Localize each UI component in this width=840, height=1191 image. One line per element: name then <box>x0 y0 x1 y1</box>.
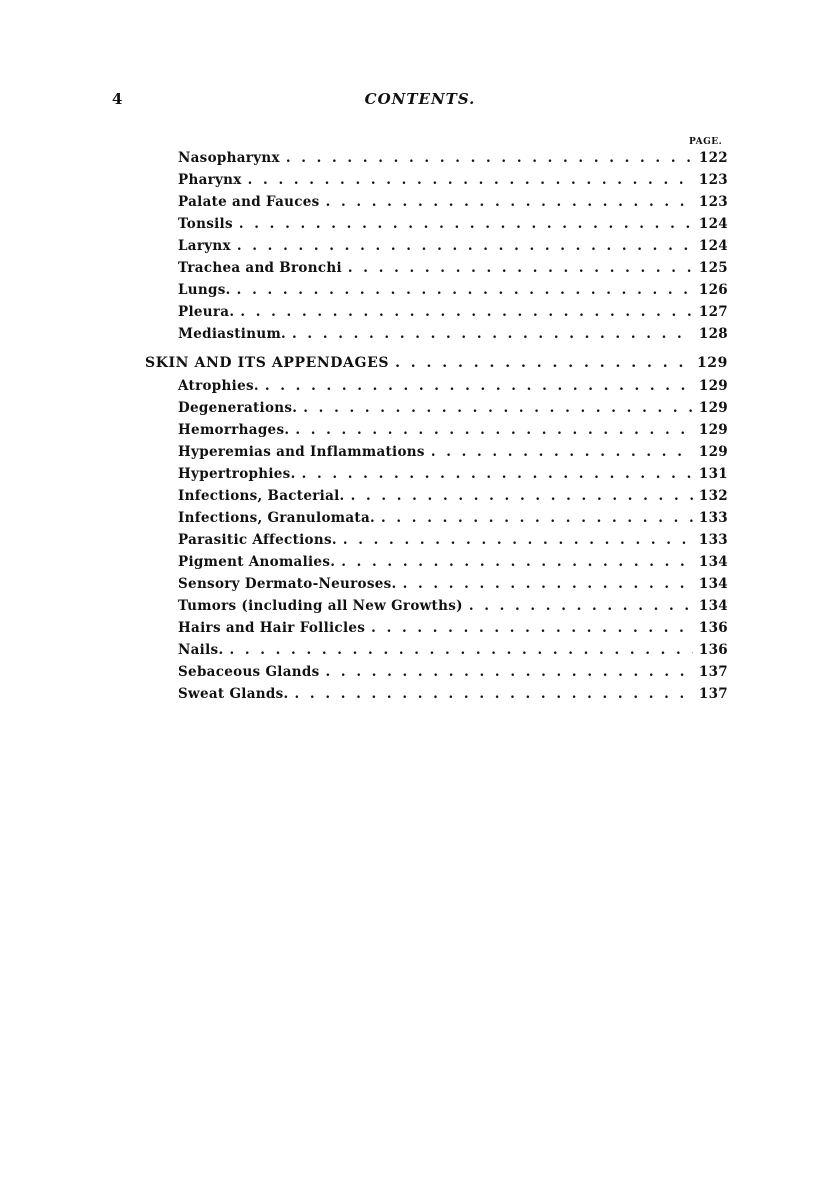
toc-entry-label: Palate and Fauces <box>178 194 320 210</box>
toc-entry-page: 137 <box>698 686 728 702</box>
toc-entry-page: 123 <box>698 172 728 188</box>
toc-entry-page: 137 <box>698 664 728 680</box>
leader-dots <box>348 257 693 279</box>
toc-entry-label: Tonsils <box>178 216 233 232</box>
leader-dots <box>326 191 693 213</box>
toc-entry <box>178 617 728 639</box>
toc-entry <box>178 397 728 419</box>
toc-entry <box>178 169 728 191</box>
toc-section-label: SKIN AND ITS APPENDAGES <box>145 355 390 371</box>
toc-entry <box>178 683 728 705</box>
toc-entry-page: 129 <box>698 400 728 416</box>
toc-entry-label: Lungs. <box>178 282 231 298</box>
toc-entry-page: 133 <box>698 532 728 548</box>
toc-entry <box>178 529 728 551</box>
leader-dots <box>248 169 693 191</box>
toc-entry-page: 131 <box>698 466 728 482</box>
toc-entry-page: 123 <box>698 194 728 210</box>
toc-entry-page: 129 <box>698 378 728 394</box>
leader-dots <box>265 375 693 397</box>
leader-dots <box>395 352 691 374</box>
toc-entry <box>178 661 728 683</box>
toc-entry <box>178 257 728 279</box>
toc-entry-page: 129 <box>698 444 728 460</box>
toc-entry-page: 124 <box>698 216 728 232</box>
page-number: 4 <box>112 90 123 108</box>
toc-entry-label: Infections, Bacterial. <box>178 488 345 504</box>
leader-dots <box>469 595 693 617</box>
toc-entry-label: Sensory Dermato-Neuroses. <box>178 576 397 592</box>
toc-entry <box>178 639 728 661</box>
leader-dots <box>303 397 693 419</box>
toc-section-page: 129 <box>696 355 728 371</box>
toc-entry-label: Trachea and Bronchi <box>178 260 342 276</box>
toc-entry-page: 134 <box>698 598 728 614</box>
toc-entry-label: Sweat Glands. <box>178 686 289 702</box>
toc-entry-label: Sebaceous Glands <box>178 664 320 680</box>
leader-dots <box>295 419 693 441</box>
toc-entry <box>178 595 728 617</box>
toc-entry-label: Pleura. <box>178 304 235 320</box>
toc-entry <box>178 573 728 595</box>
toc-entry-label: Pigment Anomalies. <box>178 554 336 570</box>
toc-entry-label: Hairs and Hair Follicles <box>178 620 366 636</box>
toc-entry-label: Atrophies. <box>178 378 259 394</box>
toc-entry-page: 124 <box>698 238 728 254</box>
leader-dots <box>302 463 693 485</box>
toc-entry-page: 134 <box>698 554 728 570</box>
toc-entry <box>178 323 728 345</box>
toc-entry <box>178 213 728 235</box>
toc-entry-label: Larynx <box>178 238 231 254</box>
toc-entry-page: 136 <box>698 642 728 658</box>
toc-entry-page: 126 <box>698 282 728 298</box>
leader-dots <box>431 441 693 463</box>
toc-entry <box>178 235 728 257</box>
toc-entry-label: Hypertrophies. <box>178 466 296 482</box>
toc-entry-page: 129 <box>698 422 728 438</box>
leader-dots <box>240 301 693 323</box>
leader-dots <box>381 507 693 529</box>
toc-entry <box>178 441 728 463</box>
toc-entry <box>178 147 728 169</box>
toc-entry-page: 134 <box>698 576 728 592</box>
toc-entry-page: 132 <box>698 488 728 504</box>
leader-dots <box>403 573 693 595</box>
leader-dots <box>239 213 693 235</box>
toc-section-heading <box>145 352 728 374</box>
toc-entry-label: Hyperemias and Inflammations <box>178 444 425 460</box>
toc-entry-label: Infections, Granulomata. <box>178 510 375 526</box>
toc-entry <box>178 463 728 485</box>
toc-entry <box>178 485 728 507</box>
leader-dots <box>343 529 693 551</box>
toc-entry <box>178 419 728 441</box>
toc-entry-page: 127 <box>698 304 728 320</box>
toc-entry-label: Hemorrhages. <box>178 422 290 438</box>
toc-entry-page: 125 <box>698 260 728 276</box>
toc-entry-label: Mediastinum. <box>178 326 287 342</box>
page-column-label: PAGE. <box>689 137 723 147</box>
toc-entry-label: Pharynx <box>178 172 242 188</box>
toc-entry-label: Nails. <box>178 642 224 658</box>
leader-dots <box>351 485 693 507</box>
toc-entry <box>178 375 728 397</box>
leader-dots <box>237 279 693 301</box>
leader-dots <box>371 617 693 639</box>
toc-entry-page: 136 <box>698 620 728 636</box>
toc-entry <box>178 507 728 529</box>
leader-dots <box>292 323 693 345</box>
leader-dots <box>229 639 692 661</box>
toc-entry-page: 128 <box>698 326 728 342</box>
toc-entry <box>178 551 728 573</box>
toc-entry-page: 122 <box>698 150 728 166</box>
leader-dots <box>295 683 693 705</box>
toc-entry <box>178 279 728 301</box>
running-head: CONTENTS. <box>364 90 476 108</box>
leader-dots <box>326 661 693 683</box>
toc-entry-page: 133 <box>698 510 728 526</box>
toc-entry <box>178 301 728 323</box>
toc-entry-label: Parasitic Affections. <box>178 532 337 548</box>
toc-entry-label: Nasopharynx <box>178 150 280 166</box>
toc-entry-label: Tumors (including all New Growths) <box>178 598 463 614</box>
leader-dots <box>286 147 693 169</box>
leader-dots <box>341 551 693 573</box>
toc-entry-label: Degenerations. <box>178 400 298 416</box>
leader-dots <box>237 235 693 257</box>
toc-entry <box>178 191 728 213</box>
